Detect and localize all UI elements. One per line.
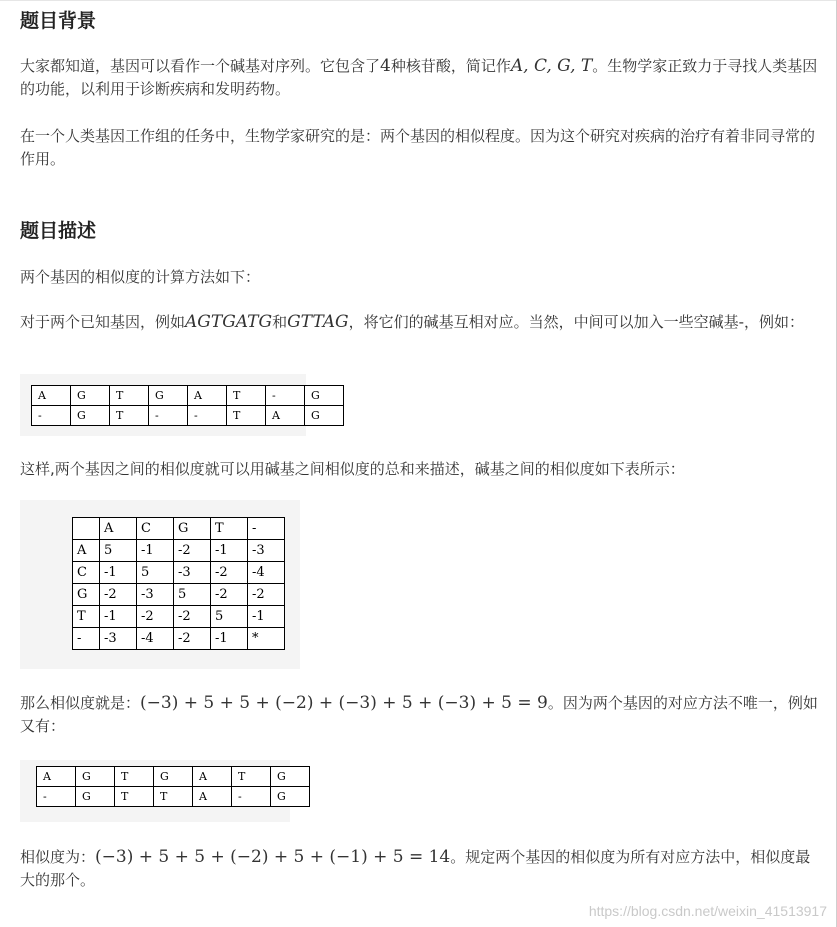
score-header-cell: C xyxy=(137,518,174,540)
background-paragraph-2: 在一个人类基因工作组的任务中，生物学家研究的是：两个基因的相似程度。因为这个研究对疾病的治疗有着非同寻常的作用。 xyxy=(20,127,816,168)
alignment-cell: T xyxy=(232,767,271,787)
alignment-2-row-1 xyxy=(37,767,310,787)
desc-p5-text-b: 。规定两个基因的相似度为所有对应方法中，相似度最大的那个。 xyxy=(20,848,811,889)
alignment-cell: G xyxy=(71,386,110,406)
alignment-cell: T xyxy=(110,386,149,406)
score-cell: 5 xyxy=(100,540,137,562)
similarity-formula-2: (−3) + 5 + 5 + (−2) + 5 + (−1) + 5 = 14 xyxy=(95,847,451,867)
alignment-cell: - xyxy=(37,787,76,807)
gene-2: GTTAG xyxy=(287,312,349,332)
desc-p2-text-a: 对于两个已知基因，例如 xyxy=(20,313,186,331)
desc-p5-text-a: 相似度为： xyxy=(20,848,96,866)
top-border xyxy=(0,0,837,1)
alignment-cell: T xyxy=(227,386,266,406)
gene-1: AGTGATG xyxy=(185,312,273,332)
alignment-cell: G xyxy=(71,406,110,426)
score-cell: -3 xyxy=(174,562,211,584)
desc-p2-text-c: ，将它们的碱基互相对应。当然，中间可以加入一些空碱基-，例如： xyxy=(348,313,805,331)
score-header-cell: - xyxy=(248,518,285,540)
score-table-header xyxy=(73,518,285,540)
alignment-cell: T xyxy=(110,406,149,426)
score-cell: 5 xyxy=(137,562,174,584)
alignment-cell: A xyxy=(193,787,232,807)
score-cell: -1 xyxy=(137,540,174,562)
score-cell: -2 xyxy=(211,562,248,584)
score-cell: 5 xyxy=(174,584,211,606)
score-table-row xyxy=(73,584,285,606)
description-paragraph-1: 两个基因的相似度的计算方法如下： xyxy=(20,268,261,286)
watermark: https://blog.csdn.net/weixin_41513917 xyxy=(588,903,827,919)
alignment-1-row-1 xyxy=(32,386,344,406)
score-cell: -2 xyxy=(174,606,211,628)
score-cell: -2 xyxy=(174,540,211,562)
description-heading: 题目描述 xyxy=(20,220,97,242)
score-row-label: - xyxy=(73,628,100,650)
alignment-cell: - xyxy=(188,406,227,426)
score-header-cell xyxy=(73,518,100,540)
alignment-cell: G xyxy=(149,386,188,406)
score-table-row xyxy=(73,562,285,584)
score-cell: -1 xyxy=(211,628,248,650)
alignment-table-1 xyxy=(31,385,344,426)
bg-p1-math: A, C, G, T xyxy=(510,56,593,76)
score-cell: -1 xyxy=(100,606,137,628)
score-cell: -2 xyxy=(248,584,285,606)
desc-p4-text-b: 。因为两个基因的对应方法不唯一，例如又有： xyxy=(20,694,818,735)
alignment-cell: A xyxy=(193,767,232,787)
alignment-cell: T xyxy=(227,406,266,426)
description-paragraph-4 xyxy=(20,692,820,738)
alignment-cell: A xyxy=(266,406,305,426)
score-row-label: T xyxy=(73,606,100,628)
score-table-row xyxy=(73,606,285,628)
alignment-cell: - xyxy=(32,406,71,426)
alignment-cell: T xyxy=(154,787,193,807)
bg-p1-text-b: 种核苷酸，简记作 xyxy=(390,57,511,75)
bg-p1-text-a: 大家都知道，基因可以看作一个碱基对序列。它包含了 xyxy=(20,57,381,75)
description-paragraph-3: 这样,两个基因之间的相似度就可以用碱基之间相似度的总和来描述，碱基之间的相似度如下表所示： xyxy=(20,460,685,478)
alignment-cell: A xyxy=(37,767,76,787)
background-paragraph-1 xyxy=(20,55,820,101)
alignment-cell: A xyxy=(32,386,71,406)
alignment-cell: T xyxy=(115,767,154,787)
score-cell: -4 xyxy=(137,628,174,650)
score-header-cell: T xyxy=(211,518,248,540)
score-row-label: G xyxy=(73,584,100,606)
score-cell: -2 xyxy=(174,628,211,650)
alignment-cell: G xyxy=(76,787,115,807)
background-heading: 题目背景 xyxy=(20,10,97,32)
score-cell: 5 xyxy=(211,606,248,628)
desc-p2-text-b: 和 xyxy=(272,313,288,331)
score-cell: -1 xyxy=(100,562,137,584)
description-paragraph-5 xyxy=(20,846,820,892)
score-cell: -4 xyxy=(248,562,285,584)
alignment-cell: G xyxy=(154,767,193,787)
score-cell: -2 xyxy=(211,584,248,606)
alignment-cell: G xyxy=(76,767,115,787)
similarity-formula-1: (−3) + 5 + 5 + (−2) + (−3) + 5 + (−3) + 5 = 9 xyxy=(140,693,548,713)
score-cell: -3 xyxy=(100,628,137,650)
description-paragraph-2 xyxy=(20,311,820,334)
alignment-cell: T xyxy=(115,787,154,807)
score-table-row xyxy=(73,628,285,650)
score-cell: -1 xyxy=(248,606,285,628)
alignment-table-2 xyxy=(36,766,310,807)
alignment-cell: G xyxy=(271,767,310,787)
score-cell: -2 xyxy=(137,606,174,628)
score-cell: -1 xyxy=(211,540,248,562)
score-table xyxy=(72,517,285,650)
bg-p1-text-c: 。生物学家正致力于寻找人类基因的功能，以利用于诊断疾病和发明药物。 xyxy=(20,57,818,98)
score-cell: -2 xyxy=(100,584,137,606)
bg-p1-number: 4 xyxy=(380,56,391,76)
score-row-label: A xyxy=(73,540,100,562)
alignment-cell: G xyxy=(305,386,344,406)
score-header-cell: G xyxy=(174,518,211,540)
alignment-cell: - xyxy=(232,787,271,807)
score-row-label: C xyxy=(73,562,100,584)
alignment-1-row-2 xyxy=(32,406,344,426)
score-header-cell: A xyxy=(100,518,137,540)
score-cell: -3 xyxy=(137,584,174,606)
desc-p4-text-a: 那么相似度就是： xyxy=(20,694,141,712)
alignment-cell: - xyxy=(266,386,305,406)
score-table-row xyxy=(73,540,285,562)
alignment-cell: - xyxy=(149,406,188,426)
score-cell: * xyxy=(248,628,285,650)
alignment-2-row-2 xyxy=(37,787,310,807)
score-cell: -3 xyxy=(248,540,285,562)
alignment-cell: A xyxy=(188,386,227,406)
alignment-cell: G xyxy=(271,787,310,807)
alignment-cell: G xyxy=(305,406,344,426)
